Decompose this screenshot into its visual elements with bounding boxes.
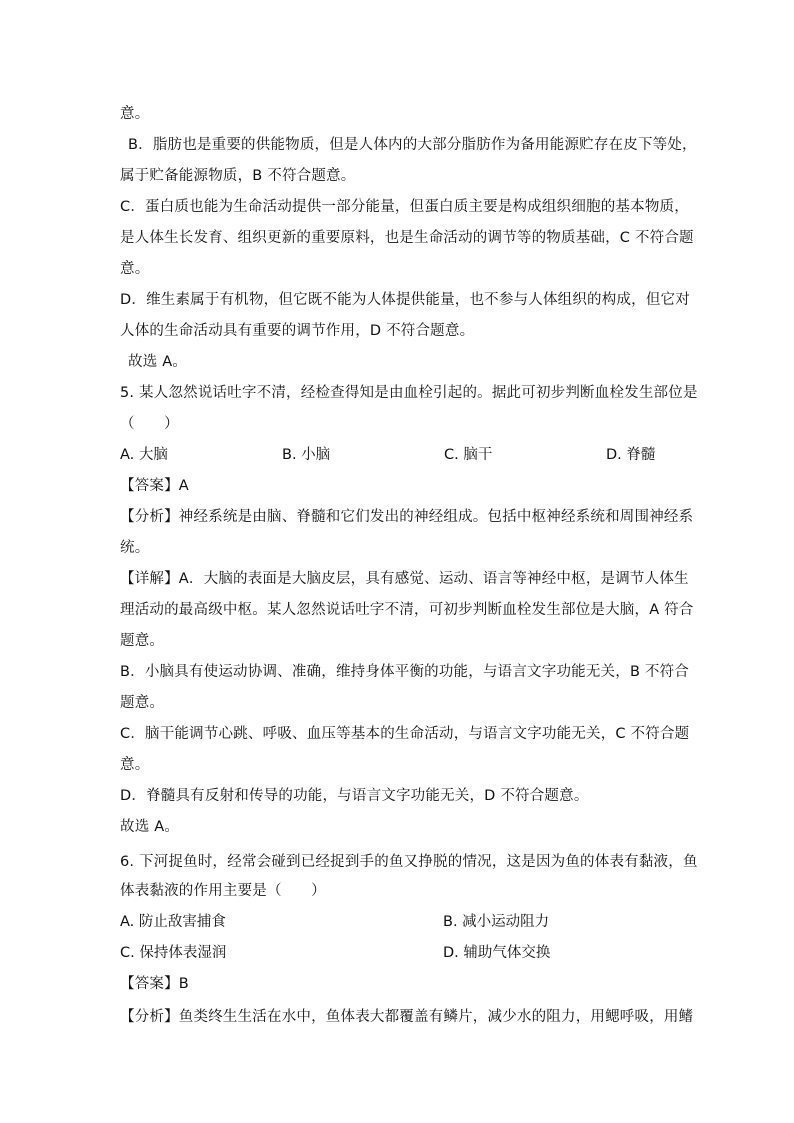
text-line: 题意。 [120, 695, 165, 711]
text-line: 题意。 [120, 633, 165, 649]
q6-option-d: D. 辅助气体交换 [443, 945, 551, 961]
q6-option-b: B. 减小运动阻力 [443, 914, 550, 930]
text-line: 意。 [120, 757, 150, 773]
text-line: D．维生素属于有机物，但它既不能为人体提供能量，也不参与人体组织的构成，但它对 [120, 292, 690, 308]
text-line: 属于贮备能源物质，B 不符合题意。 [120, 168, 356, 184]
text-line: 人体的生命活动具有重要的调节作用，D 不符合题意。 [120, 323, 475, 339]
text-line: 故选 A。 [120, 819, 180, 835]
text-line: 理活动的最高级中枢。某人忽然说话吐字不清，可初步判断血栓发生部位是大脑，A 符合 [120, 602, 694, 618]
analysis-line: 【分析】神经系统是由脑、脊髓和它们发出的神经组成。包括中枢神经系统和周围神经系 [120, 509, 694, 525]
analysis-line: 【分析】鱼类终生生活在水中，鱼体表大都覆盖有鳞片，减少水的阻力，用鳃呼吸，用鳍 [120, 1009, 694, 1025]
text-line: D．脊髓具有反射和传导的功能，与语言文字功能无关，D 不符合题意。 [120, 788, 589, 804]
q5-option-c: C. 脑干 [444, 447, 493, 463]
q5-option-b: B. 小脑 [282, 447, 331, 463]
text-line: 意。 [120, 261, 150, 277]
text-line: C．脑干能调节心跳、呼吸、血压等基本的生命活动，与语言文字功能无关，C 不符合题 [120, 726, 690, 742]
q5-option-d: D. 脊髓 [606, 447, 656, 463]
text-line: B．脂肪也是重要的供能物质，但是人体内的大部分脂肪作为备用能源贮存在皮下等处， [128, 137, 697, 153]
answer-line: 【答案】B [120, 976, 189, 992]
q5-option-a: A. 大脑 [120, 447, 168, 463]
text-line: 统。 [120, 540, 150, 556]
text-line: 意。 [120, 106, 150, 122]
text-line: 体表黏液的作用主要是（ ） [120, 883, 326, 899]
question-5-stem: 5. 某人忽然说话吐字不清，经检查得知是由血栓引起的。据此可初步判断血栓发生部位是 [120, 385, 698, 401]
q6-option-a: A. 防止敌害捕食 [120, 914, 226, 930]
text-line: 是人体生长发育、组织更新的重要原料，也是生命活动的调节等的物质基础，C 不符合题 [120, 230, 694, 246]
q6-option-c: C. 保持体表湿润 [120, 945, 227, 961]
question-6-stem: 6. 下河捉鱼时，经常会碰到已经捉到手的鱼又挣脱的情况，这是因为鱼的体表有黏液，鱼 [120, 854, 698, 870]
text-line: 故选 A。 [128, 354, 188, 370]
text-line: B．小脑具有使运动协调、准确，维持身体平衡的功能，与语言文字功能无关，B 不符合 [120, 664, 690, 680]
detail-line: 【详解】A．大脑的表面是大脑皮层，具有感觉、运动、语言等神经中枢，是调节人体生 [120, 571, 689, 587]
text-line: C．蛋白质也能为生命活动提供一部分能量，但蛋白质主要是构成组织细胞的基本物质， [120, 199, 689, 215]
answer-line: 【答案】A [120, 478, 189, 494]
question-5-blank: （ ） [120, 416, 179, 432]
